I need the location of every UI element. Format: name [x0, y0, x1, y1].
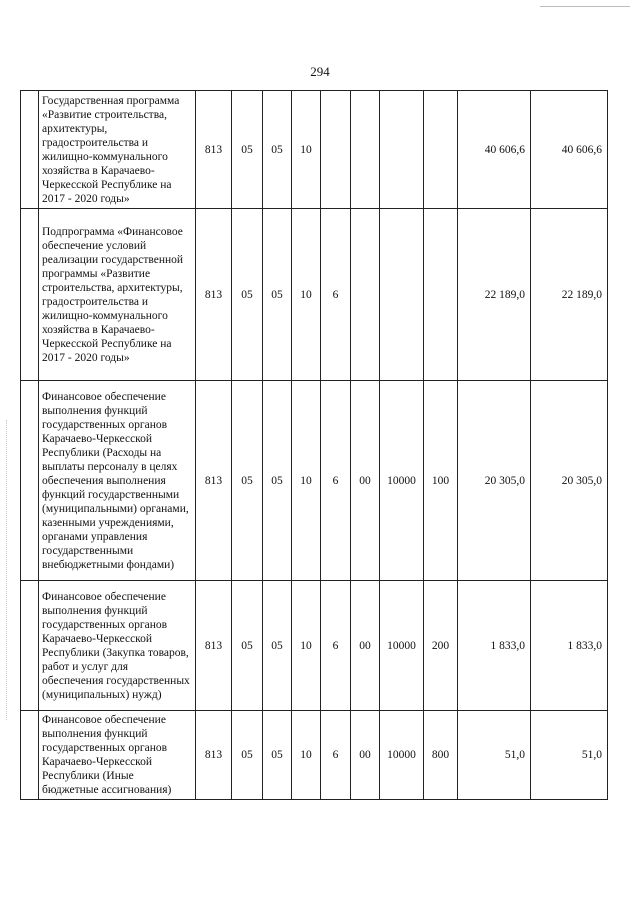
ved-code: 813	[196, 711, 232, 800]
item-name: Финансовое обеспечение выполнения функций государственных органов Карачаево-Черкесской Республики (Закупка товаров, работ и услуг для обеспечения государственных (муниципальных) нужд)	[39, 581, 196, 711]
program-code: 10	[292, 91, 321, 209]
table-row	[21, 209, 608, 381]
item-name: Финансовое обеспечение выполнения функций государственных органов Карачаево-Черкесской Республики (Иные бюджетные ассигнования)	[39, 711, 196, 800]
margin-cell	[21, 209, 39, 381]
scan-edge-line	[540, 6, 630, 7]
direction-code: 10000	[380, 381, 424, 581]
table-row	[21, 581, 608, 711]
event-code	[351, 209, 380, 381]
subprogram-code: 6	[321, 381, 351, 581]
section-code: 05	[232, 381, 263, 581]
amount-2: 1 833,0	[531, 581, 608, 711]
expense-type-code: 800	[424, 711, 458, 800]
ved-code: 813	[196, 381, 232, 581]
expense-type-code	[424, 91, 458, 209]
subprogram-code: 6	[321, 581, 351, 711]
direction-code: 10000	[380, 581, 424, 711]
event-code: 00	[351, 711, 380, 800]
program-code: 10	[292, 209, 321, 381]
section-code: 05	[232, 209, 263, 381]
ved-code: 813	[196, 91, 232, 209]
subsection-code: 05	[263, 381, 292, 581]
ved-code: 813	[196, 581, 232, 711]
amount-2: 40 606,6	[531, 91, 608, 209]
budget-table	[20, 90, 608, 800]
amount-1: 51,0	[458, 711, 531, 800]
page-number: 294	[310, 64, 330, 79]
subsection-code: 05	[263, 581, 292, 711]
margin-cell	[21, 91, 39, 209]
subprogram-code: 6	[321, 209, 351, 381]
program-code: 10	[292, 711, 321, 800]
expense-type-code: 200	[424, 581, 458, 711]
item-name: Финансовое обеспечение выполнения функций государственных органов Карачаево-Черкесской Республики (Расходы на выплаты персоналу в целях обеспечения выполнения функций государственными (муниципальными) органами, казенными учреждениями, органами управления государственными внебюджетными фондами)	[39, 381, 196, 581]
amount-1: 20 305,0	[458, 381, 531, 581]
subsection-code: 05	[263, 209, 292, 381]
amount-1: 1 833,0	[458, 581, 531, 711]
amount-1: 40 606,6	[458, 91, 531, 209]
amount-2: 51,0	[531, 711, 608, 800]
amount-2: 22 189,0	[531, 209, 608, 381]
event-code: 00	[351, 381, 380, 581]
subsection-code: 05	[263, 711, 292, 800]
section-code: 05	[232, 581, 263, 711]
expense-type-code	[424, 209, 458, 381]
section-code: 05	[232, 711, 263, 800]
event-code: 00	[351, 581, 380, 711]
table-row	[21, 91, 608, 209]
event-code	[351, 91, 380, 209]
amount-1: 22 189,0	[458, 209, 531, 381]
scan-margin-line	[6, 420, 7, 720]
direction-code	[380, 91, 424, 209]
section-code: 05	[232, 91, 263, 209]
item-name: Государственная программа «Развитие строительства, архитектуры, градостроительства и жилищно-коммунального хозяйства в Карачаево-Черкесской Республике на 2017 - 2020 годы»	[39, 91, 196, 209]
expense-type-code: 100	[424, 381, 458, 581]
margin-cell	[21, 381, 39, 581]
item-name: Подпрограмма «Финансовое обеспечение условий реализации государственной программы «Развитие строительства, архитектуры, градостроительства и жилищно-коммунального хозяйства в Карачаево-Черкесской Республике на 2017 - 2020 годы»	[39, 209, 196, 381]
table-row	[21, 381, 608, 581]
direction-code	[380, 209, 424, 381]
program-code: 10	[292, 381, 321, 581]
ved-code: 813	[196, 209, 232, 381]
subprogram-code: 6	[321, 711, 351, 800]
direction-code: 10000	[380, 711, 424, 800]
program-code: 10	[292, 581, 321, 711]
subsection-code: 05	[263, 91, 292, 209]
subprogram-code	[321, 91, 351, 209]
margin-cell	[21, 711, 39, 800]
amount-2: 20 305,0	[531, 381, 608, 581]
margin-cell	[21, 581, 39, 711]
table-row	[21, 711, 608, 800]
